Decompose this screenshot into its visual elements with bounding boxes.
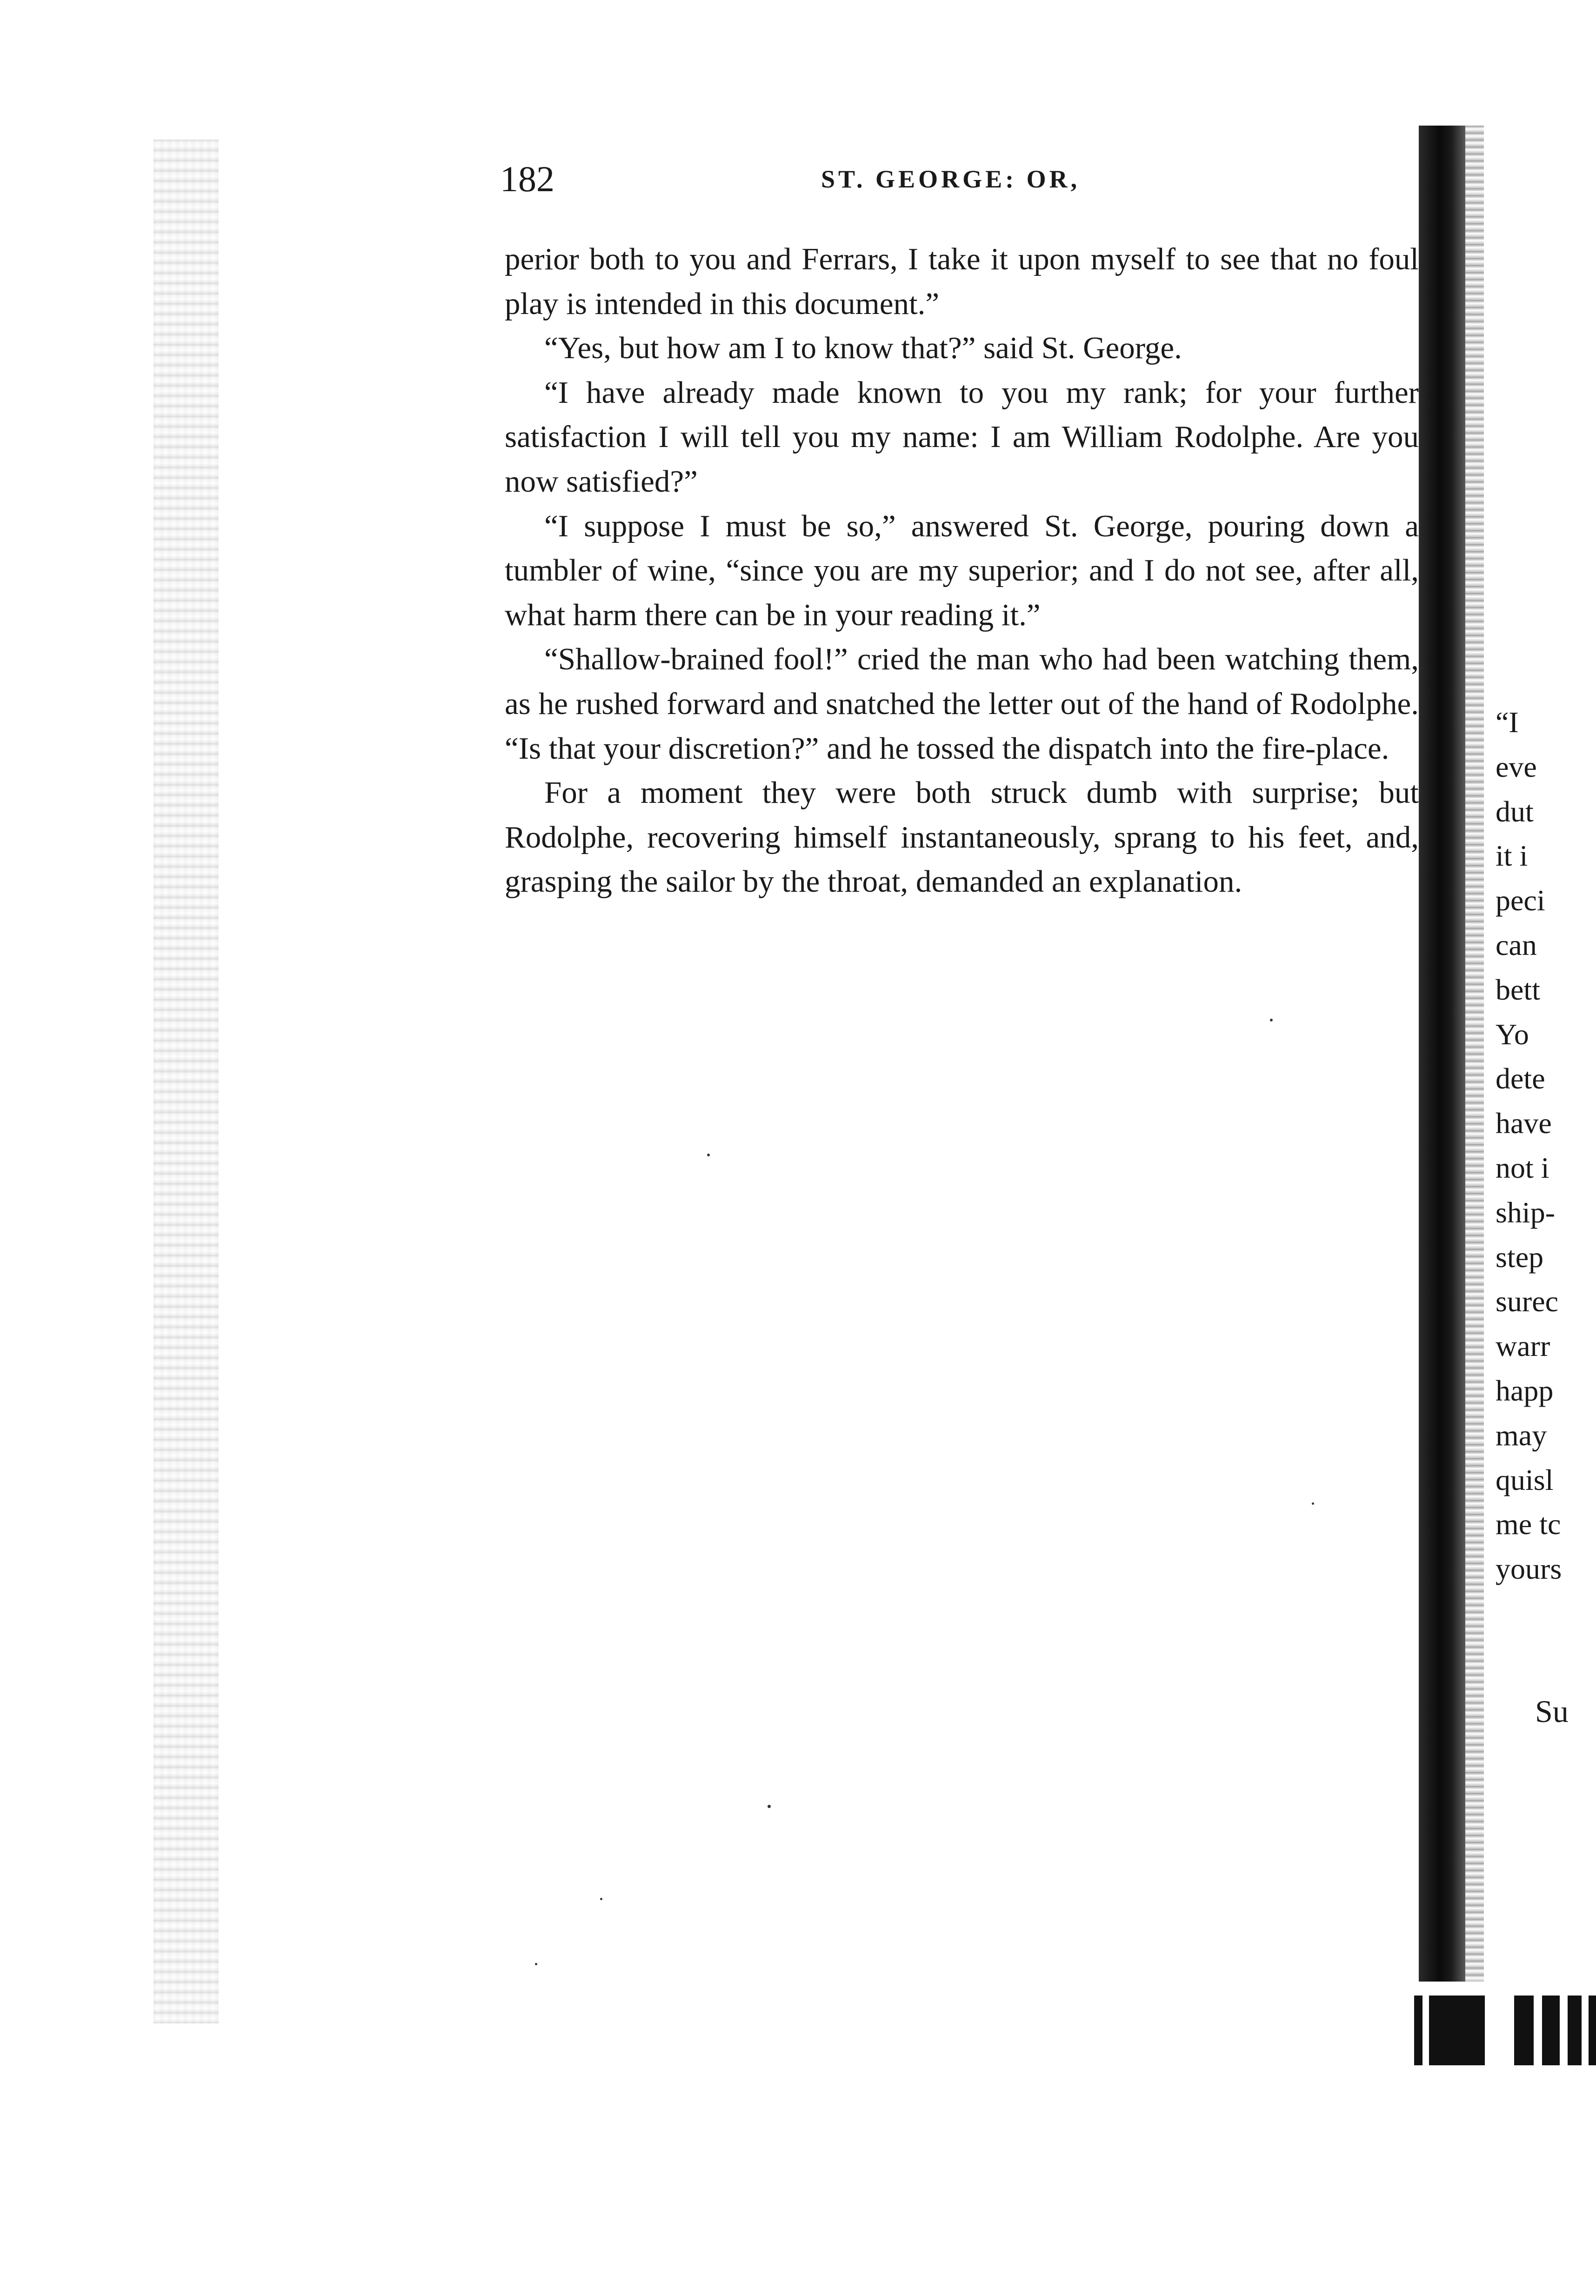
registration-bar — [1542, 1996, 1560, 2065]
book-spine-edge — [1465, 126, 1484, 1982]
fragment-line: dut — [1496, 794, 1534, 828]
fragment-line: not i — [1496, 1151, 1549, 1184]
fragment-line: me tc — [1496, 1508, 1561, 1541]
fragment-line: dete — [1496, 1062, 1545, 1095]
scan-speck — [768, 1805, 771, 1808]
fragment-line: ship- — [1496, 1195, 1555, 1229]
paragraph: “I suppose I must be so,” answered St. George, pouring down a tumbler of wine, “since you are my superior; and I do not see, after all, what harm there can be in your reading it.” — [505, 508, 1419, 632]
running-title: ST. GEORGE: OR, — [821, 165, 1081, 193]
fragment-line: surec — [1496, 1285, 1559, 1318]
scan-gutter-left — [154, 140, 219, 2023]
registration-bar — [1568, 1996, 1582, 2065]
fragment-line: may — [1496, 1418, 1547, 1452]
fragment-line: have — [1496, 1107, 1552, 1140]
book-spine-shadow — [1419, 126, 1465, 1982]
body-text — [505, 237, 1419, 904]
paragraph: “Yes, but how am I to know that?” said St. George. — [544, 331, 1182, 366]
fragment-line: Yo — [1496, 1017, 1529, 1051]
fragment-line: warr — [1496, 1329, 1550, 1363]
fragment-line: yours — [1496, 1552, 1562, 1586]
registration-bar — [1429, 1996, 1485, 2065]
fragment-line: “I — [1496, 706, 1519, 739]
fragment-line: bett — [1496, 973, 1540, 1006]
fragment-line: it i — [1496, 839, 1528, 873]
fragment-line: peci — [1496, 884, 1545, 917]
fragment-line: step — [1496, 1240, 1544, 1274]
scan-speck — [707, 1154, 710, 1156]
paragraph: perior both to you and Ferrars, I take it upon myself to see that no foul play is intended in this document.” — [505, 242, 1419, 321]
page-number: 182 — [500, 159, 554, 199]
scan-speck — [1270, 1019, 1273, 1021]
registration-bar — [1414, 1996, 1422, 2065]
fragment-line: eve — [1496, 750, 1537, 783]
next-page-signature: Su — [1535, 1694, 1569, 1729]
fragment-line: can — [1496, 928, 1537, 961]
registration-bar — [1514, 1996, 1534, 2065]
next-page-fragments — [1496, 700, 1596, 1591]
paragraph: For a moment they were both struck dumb with surprise; but Rodolphe, recovering himself instantaneously, sprang to his feet, and, grasping the sailor by the throat, demanded an explanation. — [505, 775, 1419, 899]
page-header — [500, 158, 1421, 209]
registration-bars — [1414, 1996, 1596, 2065]
fragment-line: quisl — [1496, 1463, 1554, 1496]
scan-speck — [1312, 1502, 1314, 1505]
paragraph: “I have already made known to you my rank; for your further satisfaction I will tell you my name: I am William Rodolphe. Are you now satisfied?” — [505, 375, 1419, 499]
scan-speck — [600, 1898, 602, 1900]
scan-speck — [535, 1963, 537, 1965]
paragraph: “Shallow-brained fool!” cried the man who had been watching them, as he rushed forward and snatched the letter out of the hand of Rodolphe. “Is that your discretion?” and he tossed the dispatch into the fire-place. — [505, 642, 1419, 766]
fragment-line: happ — [1496, 1374, 1554, 1407]
registration-bar — [1589, 1996, 1596, 2065]
